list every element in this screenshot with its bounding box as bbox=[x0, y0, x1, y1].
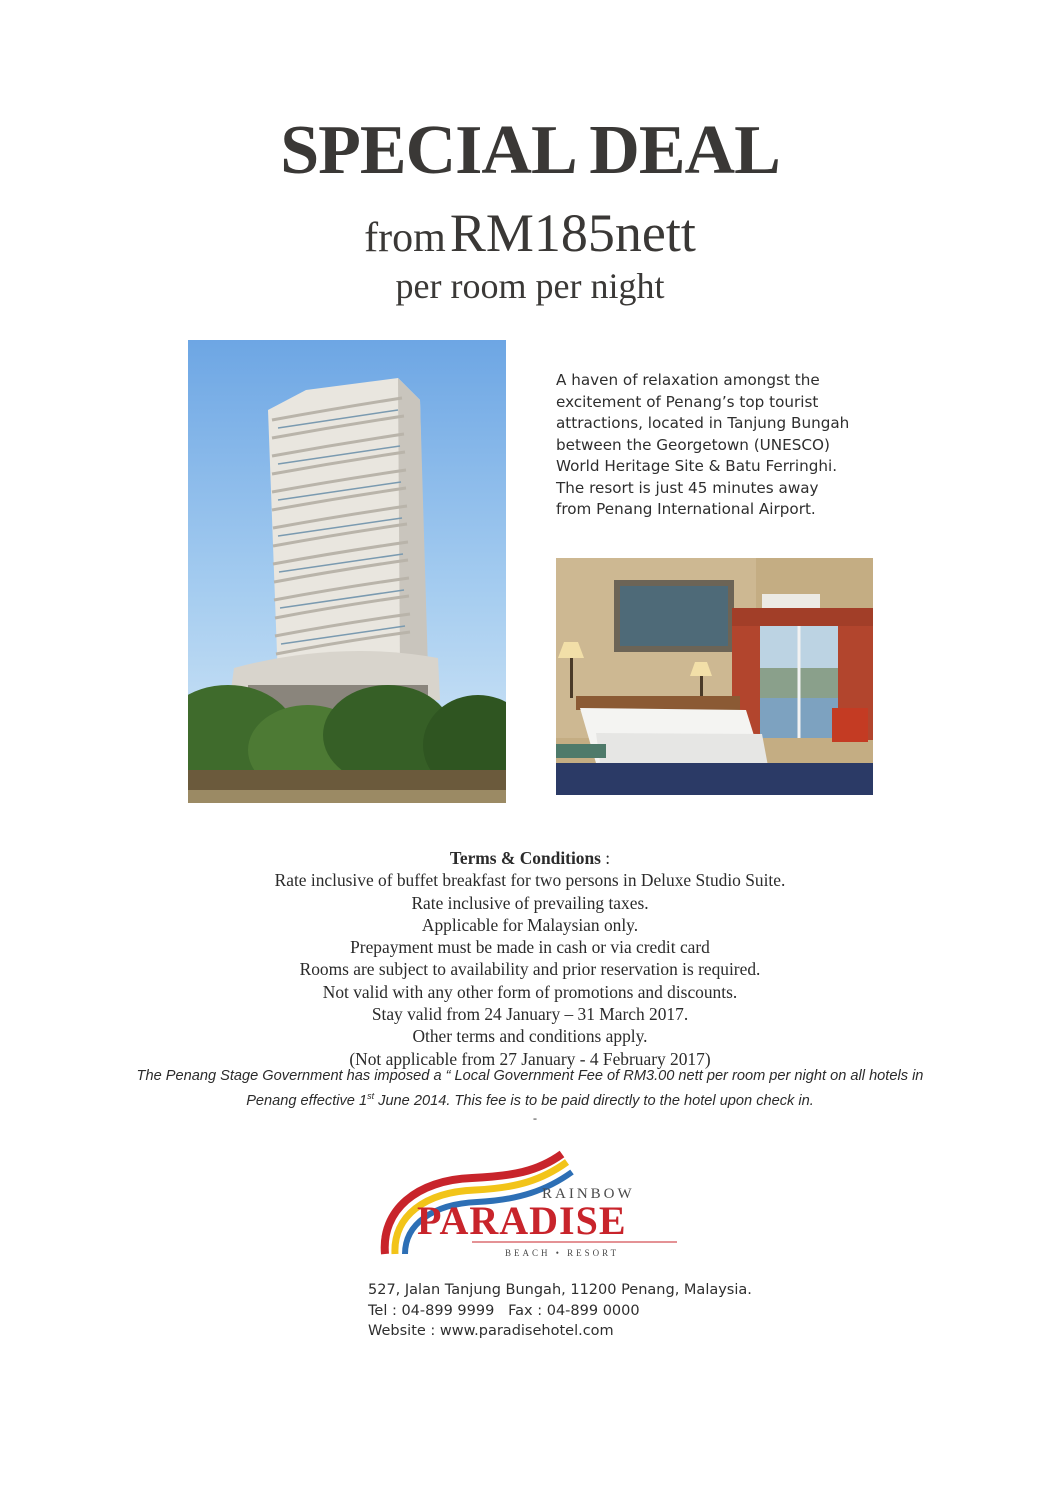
logo-beach-resort-text: BEACH • RESORT bbox=[505, 1248, 620, 1258]
phone-fax-text: Tel : 04-899 9999 Fax : 04-899 0000 bbox=[368, 1302, 640, 1319]
terms-heading bbox=[0, 847, 1060, 869]
promo-headline: SPECIAL DEAL bbox=[280, 112, 780, 189]
fee-note-part: June 2014. This fee is to be paid directly to the hotel upon check in. bbox=[374, 1092, 814, 1109]
terms-item: Rooms are subject to availability and prior reservation is required. bbox=[299, 959, 761, 980]
fee-note-line bbox=[0, 1086, 1060, 1111]
separator-dash: - bbox=[533, 1111, 537, 1125]
contact-block bbox=[368, 1280, 752, 1342]
price-unit: per room per night bbox=[395, 266, 665, 306]
hotel-tower-photo bbox=[188, 340, 506, 803]
terms-title-suffix: : bbox=[600, 848, 611, 868]
description-line: from Penang International Airport. bbox=[556, 500, 816, 518]
government-fee-note bbox=[0, 1066, 1060, 1111]
description-line: attractions, located in Tanjung Bungah bbox=[556, 414, 850, 432]
terms-item: Prepayment must be made in cash or via credit card bbox=[350, 937, 710, 958]
logo-paradise-text: PARADISE bbox=[417, 1198, 627, 1243]
description-line: A haven of relaxation amongst the bbox=[556, 371, 820, 389]
address-text: 527, Jalan Tanjung Bungah, 11200 Penang, Malaysia. bbox=[368, 1282, 752, 1298]
hotel-description bbox=[556, 370, 876, 521]
fee-note-part: Penang effective 1 bbox=[246, 1092, 368, 1109]
description-line: excitement of Penang’s top tourist bbox=[556, 392, 819, 411]
fee-note-superscript: st bbox=[367, 1091, 375, 1101]
description-line: World Heritage Site & Batu Ferringhi. bbox=[556, 457, 838, 475]
price-amount: RM185nett bbox=[449, 203, 696, 263]
resort-logo bbox=[377, 1150, 693, 1260]
description-line: between the Georgetown (UNESCO) bbox=[556, 435, 830, 454]
price-prefix: from bbox=[364, 215, 446, 261]
website-text: Website : www.paradisehotel.com bbox=[368, 1323, 614, 1339]
terms-title: Terms & Conditions bbox=[449, 848, 601, 868]
fee-note-line: The Penang Stage Government has imposed a “ Local Government Fee of RM3.00 nett per room per night on all hotels in bbox=[136, 1068, 924, 1084]
terms-item: Stay valid from 24 January – 31 March 2017. bbox=[371, 1004, 689, 1025]
terms-item: Other terms and conditions apply. bbox=[412, 1026, 648, 1047]
hotel-room-photo bbox=[556, 558, 873, 795]
terms-section bbox=[0, 847, 1060, 1070]
logo-rainbow-text: RAINBOW bbox=[542, 1186, 635, 1202]
terms-item: Applicable for Malaysian only. bbox=[421, 914, 639, 935]
terms-item: Rate inclusive of prevailing taxes. bbox=[411, 892, 649, 913]
terms-item: Rate inclusive of buffet breakfast for two persons in Deluxe Studio Suite. bbox=[274, 870, 786, 891]
terms-item: Not valid with any other form of promotions and discounts. bbox=[322, 981, 738, 1002]
description-line: The resort is just 45 minutes away bbox=[556, 478, 819, 497]
terms-item: (Not applicable from 27 January - 4 February 2017) bbox=[349, 1048, 711, 1069]
